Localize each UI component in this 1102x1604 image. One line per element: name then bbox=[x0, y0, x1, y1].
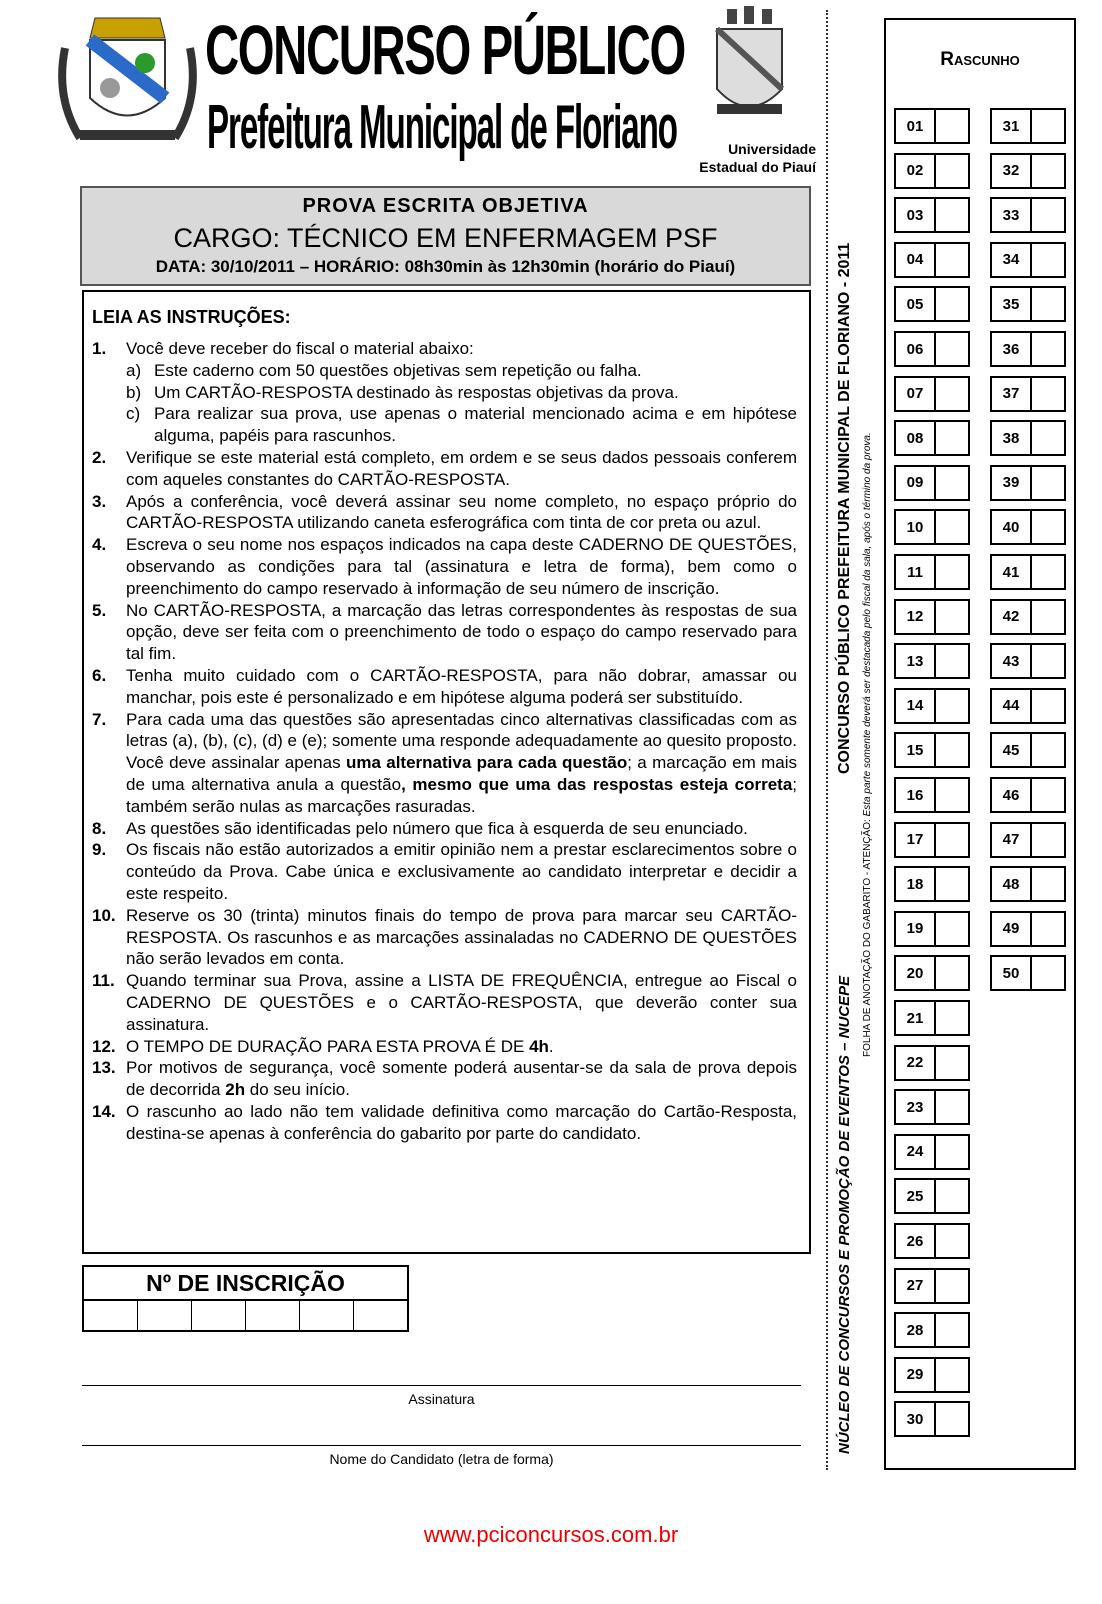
instruction-item bbox=[92, 338, 797, 360]
cut-line bbox=[826, 10, 828, 1470]
inscription-digit-cell[interactable] bbox=[246, 1301, 300, 1332]
instruction-number: 3. bbox=[92, 491, 107, 511]
question-number: 40 bbox=[992, 511, 1032, 543]
rascunho-answer-box[interactable] bbox=[894, 153, 970, 189]
rascunho-answer-box[interactable] bbox=[990, 866, 1066, 902]
rascunho-answer-box[interactable] bbox=[894, 509, 970, 545]
question-number: 38 bbox=[992, 422, 1032, 454]
instruction-segment: O TEMPO DE DURAÇÃO PARA ESTA PROVA É DE bbox=[126, 1036, 530, 1056]
instruction-text bbox=[126, 970, 797, 1035]
rascunho-answer-box[interactable] bbox=[894, 465, 970, 501]
rascunho-answer-box[interactable] bbox=[990, 465, 1066, 501]
instruction-segment: Verifique se este material está completo, em ordem e se seus dados pessoais conferem com aqueles constantes do CARTÃO-RESPOSTA. bbox=[126, 447, 797, 489]
rascunho-answer-box[interactable] bbox=[990, 331, 1066, 367]
instruction-segment: Após a conferência, você deverá assinar seu nome completo, no espaço próprio do CARTÃO-RESPOSTA utilizando caneta esferográfica com tinta de cor preta ou azul. bbox=[126, 491, 797, 533]
question-number: 50 bbox=[992, 957, 1032, 989]
question-number: 16 bbox=[896, 779, 936, 811]
subitem-text: Um CARTÃO-RESPOSTA destinado às respostas objetivas da prova. bbox=[154, 382, 679, 402]
instruction-segment: ; também serão nulas as marcações rasuradas. bbox=[126, 774, 798, 816]
question-number: 10 bbox=[896, 511, 936, 543]
rascunho-answer-box[interactable] bbox=[894, 1000, 970, 1036]
vertical-note bbox=[862, 355, 873, 1135]
question-number: 43 bbox=[992, 645, 1032, 677]
instruction-emphasis: uma alternativa para cada questão bbox=[345, 753, 628, 773]
instruction-number: 7. bbox=[92, 709, 107, 729]
question-number: 49 bbox=[992, 913, 1032, 945]
instruction-subitem bbox=[126, 382, 797, 404]
rascunho-answer-box[interactable] bbox=[894, 331, 970, 367]
rascunho-answer-box[interactable] bbox=[894, 643, 970, 679]
subitem-letter: b) bbox=[126, 382, 142, 402]
rascunho-answer-box[interactable] bbox=[894, 1045, 970, 1081]
rascunho-answer-box[interactable] bbox=[894, 108, 970, 144]
rascunho-answer-box[interactable] bbox=[894, 866, 970, 902]
subitem-letter: c) bbox=[126, 404, 141, 424]
question-number: 07 bbox=[896, 378, 936, 410]
instruction-item bbox=[92, 839, 797, 904]
rascunho-answer-box[interactable] bbox=[990, 643, 1066, 679]
instruction-number: 10. bbox=[92, 905, 116, 925]
question-number: 17 bbox=[896, 824, 936, 856]
instruction-text bbox=[126, 709, 797, 818]
rascunho-answer-box[interactable] bbox=[894, 732, 970, 768]
rascunho-answer-box[interactable] bbox=[894, 777, 970, 813]
question-number: 34 bbox=[992, 244, 1032, 276]
question-number: 37 bbox=[992, 378, 1032, 410]
inscription-digit-cell[interactable] bbox=[192, 1301, 246, 1332]
instruction-segment: ; a marcação em mais de uma alternativa anula a questão bbox=[126, 753, 797, 794]
instruction-text bbox=[126, 839, 797, 904]
subitem-text: Para realizar sua prova, use apenas o material mencionado acima e em hipótese alguma, papéis para rascunhos. bbox=[154, 404, 797, 446]
instruction-item bbox=[92, 447, 797, 491]
instruction-item bbox=[92, 491, 797, 535]
question-number: 02 bbox=[896, 155, 936, 187]
inscription-number-box bbox=[82, 1265, 409, 1332]
exam-date: DATA: 30/10/2011 – HORÁRIO: 08h30min às 12h30min (horário do Piauí) bbox=[155, 257, 736, 276]
rascunho-answer-box[interactable] bbox=[894, 822, 970, 858]
instruction-item bbox=[92, 600, 797, 665]
rascunho-answer-box[interactable] bbox=[990, 599, 1066, 635]
instruction-segment: Você deve receber do fiscal o material abaixo: bbox=[126, 339, 474, 358]
question-number: 30 bbox=[896, 1403, 936, 1435]
instruction-segment: Reserve os 30 (trinta) minutos finais do tempo de prova para marcar seu CARTÃO-RESPOSTA. Os rascunhos e as marcações assinaladas no CADERNO DE QUESTÕES não serão levados em conta. bbox=[126, 905, 797, 969]
rascunho-answer-box[interactable] bbox=[990, 286, 1066, 322]
question-number: 23 bbox=[896, 1091, 936, 1123]
instruction-text bbox=[126, 1057, 797, 1101]
rascunho-answer-box[interactable] bbox=[894, 1312, 970, 1348]
instruction-number: 2. bbox=[92, 447, 107, 467]
exam-cargo: CARGO: TÉCNICO EM ENFERMAGEM PSF bbox=[173, 223, 718, 253]
instruction-emphasis: 2h bbox=[225, 1080, 246, 1100]
question-number: 47 bbox=[992, 824, 1032, 856]
name-label: Nome do Candidato (letra de forma) bbox=[329, 1451, 554, 1467]
instruction-item bbox=[92, 1101, 797, 1145]
instruction-text bbox=[126, 338, 474, 360]
instruction-text bbox=[126, 491, 797, 535]
instruction-text bbox=[126, 534, 797, 599]
rascunho-answer-box[interactable] bbox=[990, 688, 1066, 724]
instruction-text bbox=[126, 600, 797, 665]
instruction-segment: do seu início. bbox=[245, 1080, 350, 1100]
university-line1: Universidade bbox=[728, 141, 816, 157]
instruction-item bbox=[92, 709, 797, 818]
rascunho-answer-box[interactable] bbox=[990, 955, 1066, 991]
rascunho-answer-box[interactable] bbox=[894, 688, 970, 724]
university-line2: Estadual do Piauí bbox=[699, 159, 816, 175]
rascunho-answer-box[interactable] bbox=[894, 376, 970, 412]
rascunho-answer-box[interactable] bbox=[990, 376, 1066, 412]
rascunho-answer-box[interactable] bbox=[990, 108, 1066, 144]
rascunho-answer-box[interactable] bbox=[990, 822, 1066, 858]
floriano-coat-of-arms-logo bbox=[55, 8, 200, 148]
question-number: 15 bbox=[896, 734, 936, 766]
question-number: 21 bbox=[896, 1002, 936, 1034]
instruction-segment: O rascunho ao lado não tem validade definitiva como marcação do Cartão-Resposta, destina-se apenas à conferência do gabarito por parte do candidato. bbox=[126, 1101, 797, 1143]
instruction-segment: Quando terminar sua Prova, assine a LISTA DE FREQUÊNCIA, entregue ao Fiscal o CADERNO DE QUESTÕES e o CARTÃO-RESPOSTA, que deverão conter sua assinatura. bbox=[126, 971, 797, 1034]
instruction-segment: Tenha muito cuidado com o CARTÃO-RESPOSTA, para não dobrar, amassar ou manchar, pois este é personalizado e em hipótese alguma poderá ser substituído. bbox=[126, 665, 797, 707]
instruction-text bbox=[126, 1101, 797, 1145]
rascunho-answer-box[interactable] bbox=[894, 197, 970, 233]
instruction-text bbox=[126, 1036, 554, 1058]
question-number: 03 bbox=[896, 199, 936, 231]
university-name bbox=[690, 140, 816, 176]
question-number: 14 bbox=[896, 690, 936, 722]
rascunho-answer-box[interactable] bbox=[894, 1401, 970, 1437]
vertical-contest-title: CONCURSO PÚBLICO PREFEITURA MUNICIPAL DE FLORIANO - 2011 bbox=[836, 242, 853, 774]
instruction-number: 8. bbox=[92, 818, 107, 838]
question-number: 11 bbox=[896, 556, 936, 588]
question-number: 25 bbox=[896, 1180, 936, 1212]
instruction-segment: Para cada uma das questões são apresentadas cinco alternativas classificadas com as letras (a), (b), (c), (d) e (e); somente uma responde adequadamente ao quesito proposto. Você deve assinalar apenas bbox=[126, 709, 797, 773]
question-number: 39 bbox=[992, 467, 1032, 499]
instruction-text bbox=[126, 905, 797, 970]
vertical-organizer: NÚCLEO DE CONCURSOS E PROMOÇÃO DE EVENTOS – NUCEPE bbox=[836, 975, 853, 1455]
rascunho-answer-box[interactable] bbox=[990, 509, 1066, 545]
rascunho-answer-box[interactable] bbox=[990, 242, 1066, 278]
question-number: 32 bbox=[992, 155, 1032, 187]
inscription-digit-cell[interactable] bbox=[84, 1301, 138, 1332]
instruction-number: 14. bbox=[92, 1101, 116, 1121]
question-number: 18 bbox=[896, 868, 936, 900]
question-number: 06 bbox=[896, 333, 936, 365]
subitem-text: Este caderno com 50 questões objetivas sem repetição ou falha. bbox=[154, 360, 642, 380]
inscription-digit-cell[interactable] bbox=[354, 1301, 407, 1332]
instruction-segment: Por motivos de segurança, você somente poderá ausentar-se da sala de prova depois de decorrida bbox=[126, 1058, 797, 1100]
instruction-number: 9. bbox=[92, 840, 107, 860]
instruction-item bbox=[92, 665, 797, 709]
instruction-number: 12. bbox=[92, 1036, 116, 1056]
rascunho-answer-box[interactable] bbox=[894, 420, 970, 456]
question-number: 41 bbox=[992, 556, 1032, 588]
instruction-text bbox=[126, 447, 797, 491]
question-number: 44 bbox=[992, 690, 1032, 722]
question-number: 29 bbox=[896, 1359, 936, 1391]
question-number: 36 bbox=[992, 333, 1032, 365]
question-number: 46 bbox=[992, 779, 1032, 811]
rascunho-answer-box[interactable] bbox=[990, 777, 1066, 813]
instructions-list bbox=[92, 338, 797, 1144]
rascunho-answer-box[interactable] bbox=[894, 1089, 970, 1125]
instructions-title: LEIA AS INSTRUÇÕES: bbox=[92, 307, 291, 327]
question-number: 31 bbox=[992, 110, 1032, 142]
instruction-item bbox=[92, 1036, 797, 1058]
main-title: CONCURSO PÚBLICO bbox=[205, 11, 685, 89]
instruction-item bbox=[92, 818, 797, 840]
question-number: 01 bbox=[896, 110, 936, 142]
question-number: 48 bbox=[992, 868, 1032, 900]
signature-line bbox=[82, 1385, 801, 1386]
vertical-note-label: FOLHA DE ANOTAÇÃO DO GABARITO - ATENÇÃO: bbox=[862, 819, 873, 1058]
exam-type: PROVA ESCRITA OBJETIVA bbox=[302, 195, 589, 217]
rascunho-answer-box[interactable] bbox=[894, 286, 970, 322]
rascunho-answer-box[interactable] bbox=[990, 554, 1066, 590]
question-number: 26 bbox=[896, 1225, 936, 1257]
instruction-number: 13. bbox=[92, 1058, 116, 1078]
instruction-segment: Escreva o seu nome nos espaços indicados na capa deste CADERNO DE QUESTÕES, observando as condições para tal (assinatura e letra de forma), bem como o preenchimento do campo reservado à informação de seu número de inscrição. bbox=[126, 535, 797, 598]
question-number: 24 bbox=[896, 1136, 936, 1168]
question-number: 04 bbox=[896, 244, 936, 276]
instructions-box bbox=[82, 290, 811, 1254]
subitem-letter: a) bbox=[126, 360, 142, 380]
instruction-item bbox=[92, 534, 797, 599]
question-number: 22 bbox=[896, 1047, 936, 1079]
instruction-segment: . bbox=[548, 1036, 554, 1056]
question-number: 35 bbox=[992, 288, 1032, 320]
instruction-number: 5. bbox=[92, 600, 107, 620]
rascunho-answer-box[interactable] bbox=[894, 1268, 970, 1304]
instruction-subitem bbox=[126, 403, 797, 447]
instruction-segment: As questões são identificadas pelo número que fica à esquerda de seu enunciado. bbox=[126, 818, 748, 838]
instruction-number: 4. bbox=[92, 535, 107, 555]
rascunho-panel bbox=[884, 18, 1076, 1470]
rascunho-answer-box[interactable] bbox=[894, 1357, 970, 1393]
footer-url[interactable]: www.pciconcursos.com.br bbox=[423, 1522, 679, 1547]
rascunho-answer-box[interactable] bbox=[894, 911, 970, 947]
rascunho-answer-box[interactable] bbox=[894, 554, 970, 590]
question-number: 08 bbox=[896, 422, 936, 454]
question-number: 19 bbox=[896, 913, 936, 945]
rascunho-answer-box[interactable] bbox=[894, 1223, 970, 1259]
inscription-digit-cell[interactable] bbox=[300, 1301, 354, 1332]
instruction-item bbox=[92, 970, 797, 1035]
question-number: 42 bbox=[992, 601, 1032, 633]
instruction-item bbox=[92, 905, 797, 970]
question-number: 13 bbox=[896, 645, 936, 677]
question-number: 45 bbox=[992, 734, 1032, 766]
rascunho-answer-box[interactable] bbox=[990, 911, 1066, 947]
instruction-text bbox=[126, 818, 748, 840]
instruction-number: 6. bbox=[92, 665, 107, 685]
subtitle: Prefeitura Municipal de Floriano bbox=[207, 93, 677, 162]
rascunho-answer-box[interactable] bbox=[990, 420, 1066, 456]
instruction-number: 11. bbox=[92, 971, 115, 991]
inscription-title: Nº DE INSCRIÇÃO bbox=[84, 1267, 407, 1301]
question-number: 09 bbox=[896, 467, 936, 499]
instruction-emphasis: 4h bbox=[529, 1036, 549, 1056]
rascunho-answer-box[interactable] bbox=[894, 955, 970, 991]
signature-label: Assinatura bbox=[408, 1391, 475, 1407]
instruction-segment: Os fiscais não estão autorizados a emitir opinião nem a prestar esclarecimentos sobre o conteúdo da Prova. Cabe única e exclusivamente ao candidato interpretar e decidir a este respeito. bbox=[126, 840, 797, 903]
rascunho-answer-box[interactable] bbox=[894, 242, 970, 278]
inscription-cells bbox=[84, 1301, 407, 1332]
rascunho-answer-box[interactable] bbox=[894, 599, 970, 635]
inscription-digit-cell[interactable] bbox=[138, 1301, 192, 1332]
instruction-emphasis: , mesmo que uma das respostas esteja correta bbox=[401, 774, 793, 794]
instruction-subitem bbox=[126, 360, 797, 382]
instruction-segment: No CARTÃO-RESPOSTA, a marcação das letras correspondentes às respostas de sua opção, deve ser feita com o preenchimento de todo o espaço do campo reservado para tal fim. bbox=[126, 600, 797, 664]
uespi-coat-of-arms-logo bbox=[712, 4, 787, 129]
question-number: 33 bbox=[992, 199, 1032, 231]
rascunho-answer-box[interactable] bbox=[990, 732, 1066, 768]
instruction-item bbox=[92, 1057, 797, 1101]
instruction-number: 1. bbox=[92, 339, 107, 358]
rascunho-answer-box[interactable] bbox=[894, 1134, 970, 1170]
rascunho-answer-box[interactable] bbox=[990, 153, 1066, 189]
instruction-text bbox=[126, 665, 797, 709]
question-number: 20 bbox=[896, 957, 936, 989]
question-number: 28 bbox=[896, 1314, 936, 1346]
rascunho-answer-box[interactable] bbox=[990, 197, 1066, 233]
question-number: 05 bbox=[896, 288, 936, 320]
rascunho-answer-box[interactable] bbox=[894, 1178, 970, 1214]
name-line bbox=[82, 1445, 801, 1446]
exam-header bbox=[80, 186, 811, 286]
vertical-note-text: Esta parte somente deverá ser destacada pelo fiscal da sala, após o término da prova. bbox=[862, 432, 873, 820]
question-number: 12 bbox=[896, 601, 936, 633]
rascunho-title: Rascunho bbox=[940, 49, 1020, 70]
question-number: 27 bbox=[896, 1270, 936, 1302]
